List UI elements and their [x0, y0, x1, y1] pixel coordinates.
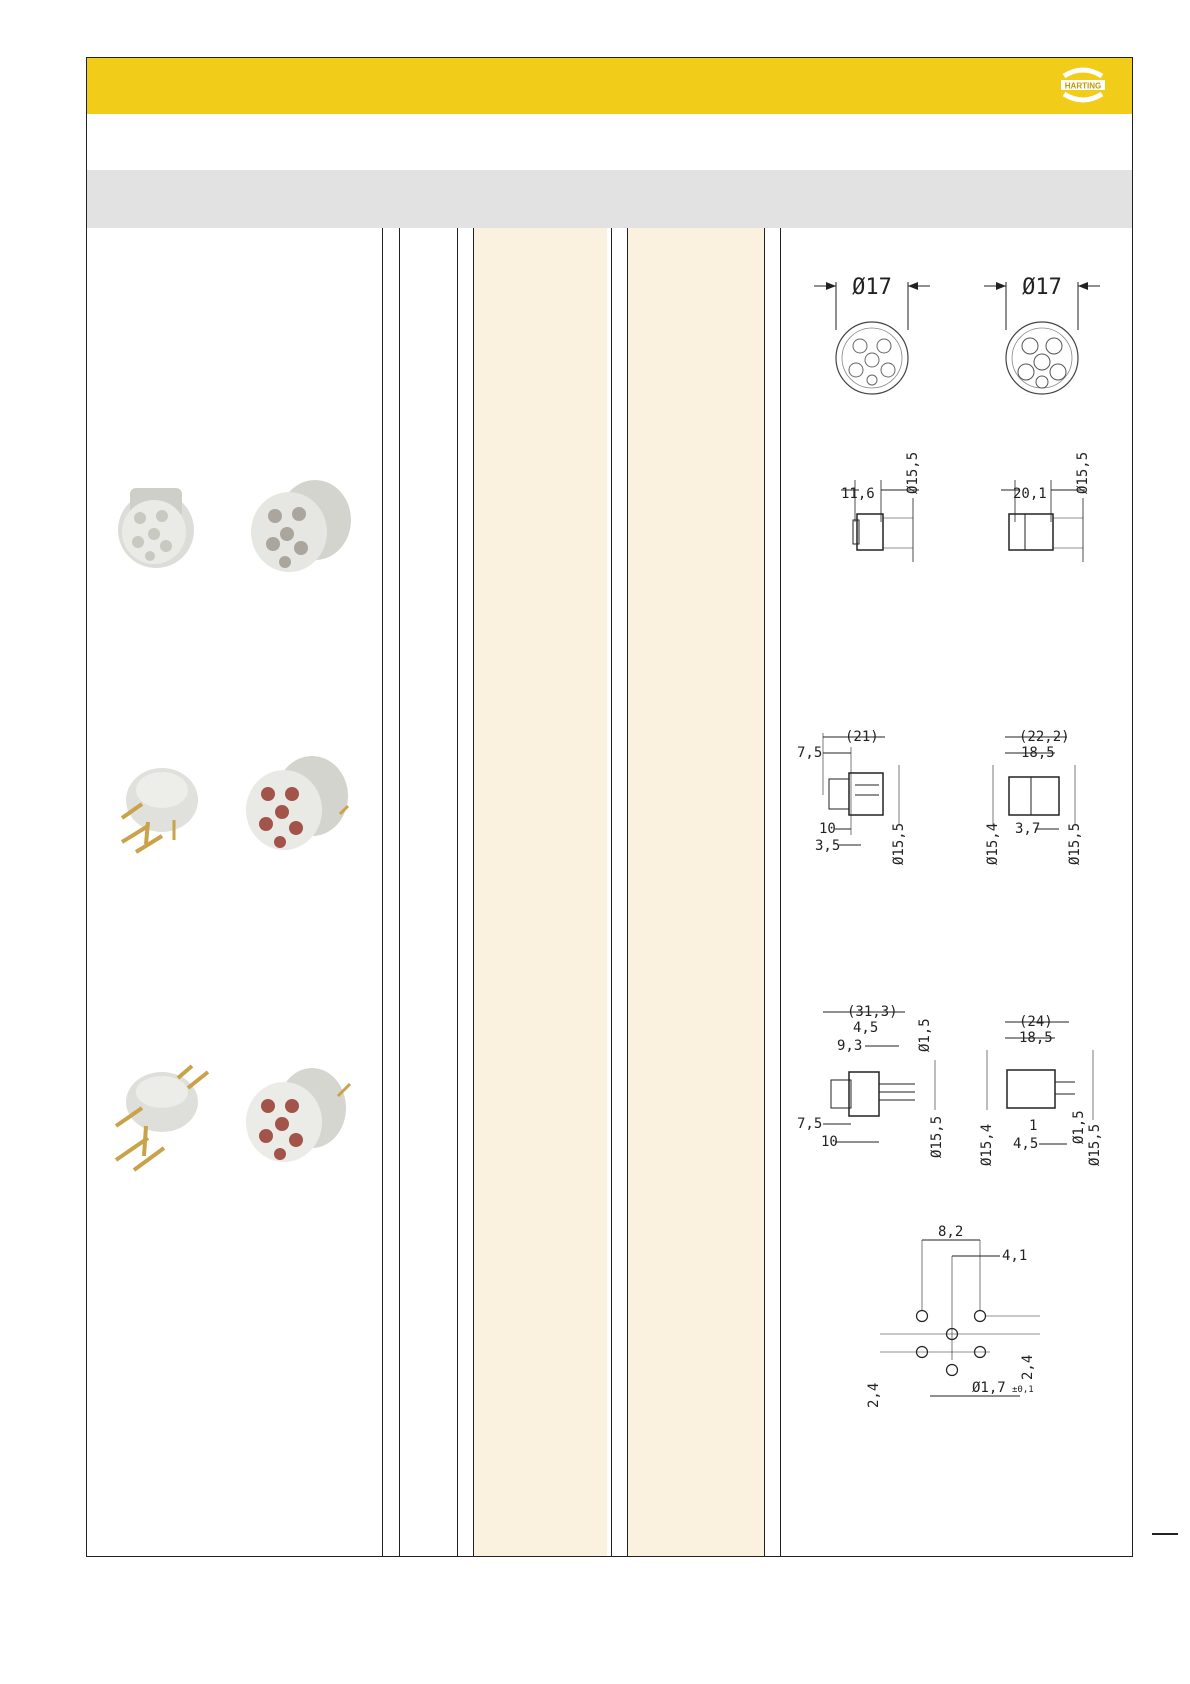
side3-right-total: (24): [1019, 1014, 1053, 1030]
insert-photo-crimp-male: [110, 480, 200, 574]
side2-left-a: 7,5: [797, 745, 823, 761]
side2-right-dia1: Ø15,4: [985, 822, 1001, 865]
side1-left-len: 11,6: [841, 486, 875, 502]
drawing-face-right: [980, 270, 1110, 404]
side3-right-c: 4,5: [1013, 1136, 1039, 1152]
side2-left-total: (21): [845, 729, 879, 745]
side3-left-a: 4,5: [853, 1020, 879, 1036]
side2-right-total: (22,2): [1019, 729, 1070, 745]
side3-right-dia1: Ø15,4: [979, 1123, 995, 1166]
side3-left-pin: Ø1,5: [917, 1018, 933, 1052]
insert-photo-pcb-female: [240, 750, 355, 869]
page-edge-mark: [1152, 1533, 1178, 1535]
drawing-side-crimp-female: [995, 450, 1105, 574]
side2-right-b: 3,7: [1015, 821, 1041, 837]
side3-left-dia: Ø15,5: [929, 1115, 945, 1158]
side3-right-dia2: Ø15,5: [1087, 1123, 1103, 1166]
pcb-w2: 4,1: [1002, 1248, 1028, 1264]
insert-photo-pcb-long-female: [240, 1060, 355, 1179]
side3-left-total: (31,3): [847, 1004, 898, 1020]
face-right-dia: Ø17: [1022, 275, 1062, 300]
drawing-side-pcb-male: [795, 725, 925, 879]
drawing-side-crimp-male: [835, 450, 945, 574]
side1-right-len: 20,1: [1013, 486, 1047, 502]
side1-left-dia: Ø15,5: [905, 451, 921, 494]
side2-left-c: 3,5: [815, 838, 841, 854]
side2-right-dia2: Ø15,5: [1067, 822, 1083, 865]
insert-photo-crimp-female: [245, 470, 355, 584]
side3-left-b: 9,3: [837, 1038, 863, 1054]
pcb-tolerance: ±0,1: [1012, 1385, 1034, 1395]
side3-right-pin: Ø1,5: [1071, 1110, 1087, 1144]
pcb-hole: Ø1,7: [972, 1380, 1006, 1396]
side1-right-dia: Ø15,5: [1075, 451, 1091, 494]
side2-left-dia: Ø15,5: [891, 822, 907, 865]
side3-right-a: 18,5: [1019, 1030, 1053, 1046]
side2-right-a: 18,5: [1021, 745, 1055, 761]
drawing-side-pcb-female: [975, 725, 1105, 879]
pcb-h1: 2,4: [866, 1382, 882, 1408]
side3-right-b: 1: [1029, 1118, 1038, 1134]
drawing-face-left: [810, 270, 940, 404]
face-left-dia: Ø17: [852, 275, 892, 300]
side2-left-b: 10: [819, 821, 836, 837]
drawing-side-pcb-long-male: [795, 1000, 955, 1164]
insert-photo-pcb-male: [112, 760, 212, 864]
logo-text: HARTING: [1064, 81, 1102, 91]
drawing-side-pcb-long-female: [975, 1010, 1110, 1174]
pcb-w1: 8,2: [938, 1224, 964, 1240]
insert-photo-pcb-long-male: [108, 1060, 223, 1179]
side3-left-d: 10: [821, 1134, 838, 1150]
side3-left-c: 7,5: [797, 1116, 823, 1132]
drawing-pcb-layout: [860, 1220, 1070, 1424]
pcb-h2: 2,4: [1020, 1354, 1036, 1380]
